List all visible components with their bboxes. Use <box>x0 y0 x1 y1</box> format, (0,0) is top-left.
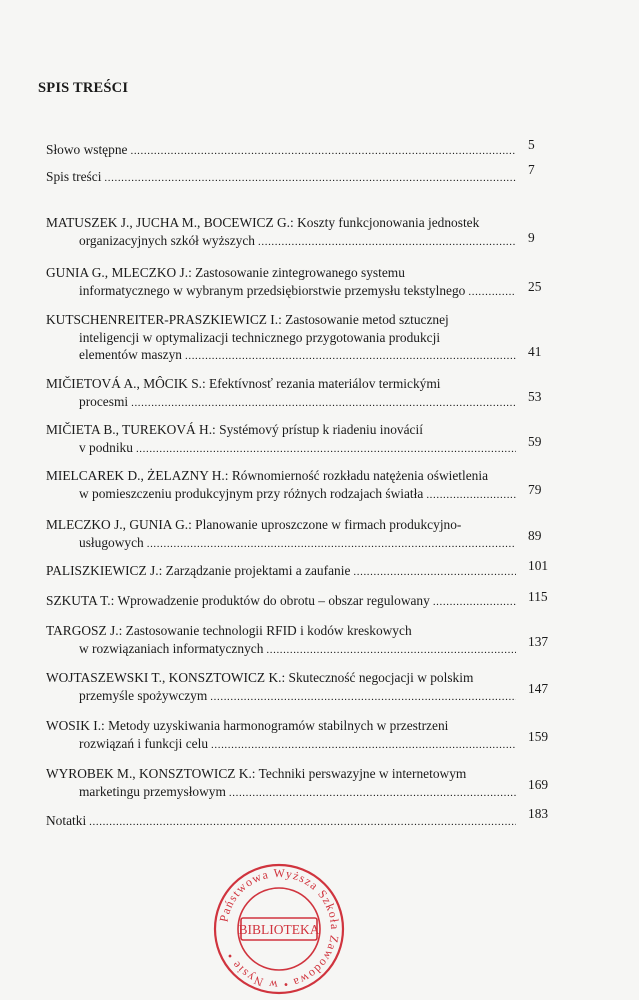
leader-dots <box>130 141 516 161</box>
toc-entry-title: PALISZKIEWICZ J.: Zarządzanie projektami a zaufanie <box>46 563 351 578</box>
toc-entry-page: 41 <box>528 344 542 359</box>
leader-dots <box>468 282 516 302</box>
toc-entry-title-cont: v podniku <box>79 439 133 455</box>
toc-entry-title: MIČIETOVÁ A., MÔCIK S.: Efektívnosť rezania materiálov termickými <box>46 376 441 391</box>
leader-dots <box>426 485 516 505</box>
toc-entry-page: 169 <box>528 777 549 792</box>
toc-entry-title-cont: procesmi <box>79 393 129 409</box>
library-stamp <box>212 862 346 996</box>
leader-dots <box>211 735 516 755</box>
toc-entry-title: WOSIK I.: Metody uzyskiwania harmonogramów stabilnych w przestrzeni <box>46 718 449 733</box>
toc-entry-page: 9 <box>528 230 535 245</box>
toc-entry-title-cont: marketingu przemysłowym <box>79 783 226 799</box>
toc-entry-title-cont: w rozwiązaniach informatycznych <box>79 640 264 656</box>
toc-entry <box>46 168 516 188</box>
toc-entry <box>46 669 516 706</box>
toc-entry-title: WOJTASZEWSKI T., KONSZTOWICZ K.: Skuteczność negocjacji w polskim <box>46 670 474 685</box>
leader-dots <box>210 687 516 707</box>
toc-entry <box>46 717 516 754</box>
toc-entry <box>46 375 516 412</box>
toc-entry-page: 59 <box>528 434 542 449</box>
leader-dots <box>258 232 516 252</box>
stamp-ring-text: Państwowa Wyższa Szkoła Zawodowa • w Nysie • <box>216 865 343 993</box>
toc-entry-page: 7 <box>528 162 535 177</box>
toc-entry-title: WYROBEK M., KONSZTOWICZ K.: Techniki perswazyjne w internetowym <box>46 766 467 781</box>
toc-entry-title: Słowo wstępne <box>46 142 128 157</box>
leader-dots <box>185 346 516 366</box>
toc-entry <box>46 264 516 301</box>
toc-title: SPIS TREŚCI <box>38 80 129 96</box>
toc-entry <box>46 311 516 366</box>
toc-entry-title-cont: przemyśle spożywczym <box>79 687 208 703</box>
leader-dots <box>104 168 516 188</box>
toc-entry-page: 101 <box>528 558 549 573</box>
toc-entry-title-cont: organizacyjnych szkół wyższych <box>79 232 256 248</box>
toc-entry-title: MIČIETA B., TUREKOVÁ H.: Systémový prístup k riadeniu inovácií <box>46 422 423 437</box>
toc-entry-title: SZKUTA T.: Wprowadzenie produktów do obrotu – obszar regulowany <box>46 593 430 608</box>
toc-entry-page: 183 <box>528 806 549 821</box>
toc-entry-page: 53 <box>528 389 542 404</box>
toc-entry <box>46 141 516 161</box>
toc-entry-title: GUNIA G., MLECZKO J.: Zastosowanie zintegrowanego systemu <box>46 265 405 280</box>
leader-dots <box>353 562 516 582</box>
toc-entry-title-cont: usługowych <box>79 534 144 550</box>
toc-entry <box>46 592 516 612</box>
toc-entry <box>46 214 516 251</box>
toc-entry <box>46 622 516 659</box>
leader-dots <box>147 534 516 554</box>
toc-entry <box>46 812 516 832</box>
leader-dots <box>136 439 516 459</box>
toc-entry-title: MATUSZEK J., JUCHA M., BOCEWICZ G.: Koszty funkcjonowania jednostek <box>46 215 480 230</box>
toc-entry-page: 5 <box>528 137 535 152</box>
leader-dots <box>229 783 516 803</box>
leader-dots <box>433 592 516 612</box>
toc-entry-title: MIELCAREK D., ŻELAZNY H.: Równomierność rozkładu natężenia oświetlenia <box>46 468 489 483</box>
toc-entry <box>46 765 516 802</box>
toc-entry-title-cont: w pomieszczeniu produkcyjnym przy różnych rodzajach światła <box>79 485 424 501</box>
toc-entry-page: 137 <box>528 634 549 649</box>
toc-entry-title: KUTSCHENREITER-PRASZKIEWICZ I.: Zastosowanie metod sztucznej <box>46 312 449 327</box>
toc-entry <box>46 562 516 582</box>
leader-dots <box>89 812 516 832</box>
toc-entry-page: 89 <box>528 528 542 543</box>
toc-entry-title: MLECZKO J., GUNIA G.: Planowanie uproszczone w firmach produkcyjno- <box>46 517 462 532</box>
toc-entry-title-cont: rozwiązań i funkcji celu <box>79 735 209 751</box>
toc-entry <box>46 421 516 458</box>
toc-entry-title: Notatki <box>46 813 87 828</box>
toc-entry-page: 79 <box>528 482 542 497</box>
toc-entry <box>46 467 516 504</box>
toc-entry-page: 159 <box>528 729 549 744</box>
toc-entry-title-cont: elementów maszyn <box>79 347 182 362</box>
toc-entry-title: TARGOSZ J.: Zastosowanie technologii RFID i kodów kreskowych <box>46 623 412 638</box>
toc-entry-title: Spis treści <box>46 169 102 184</box>
toc-entry-page: 115 <box>528 589 548 604</box>
toc-entry-page: 25 <box>528 279 542 294</box>
leader-dots <box>266 640 516 660</box>
stamp-center-label: BIBLIOTEKA <box>238 922 320 937</box>
toc-entry-title-cont: informatycznego w wybranym przedsiębiorstwie przemysłu tekstylnego <box>79 282 466 298</box>
leader-dots <box>131 393 516 413</box>
toc-entry-page: 147 <box>528 681 549 696</box>
toc-entry <box>46 516 516 553</box>
toc-entry-title-cont: inteligencji w optymalizacji technicznego przygotowania produkcji <box>79 329 441 345</box>
